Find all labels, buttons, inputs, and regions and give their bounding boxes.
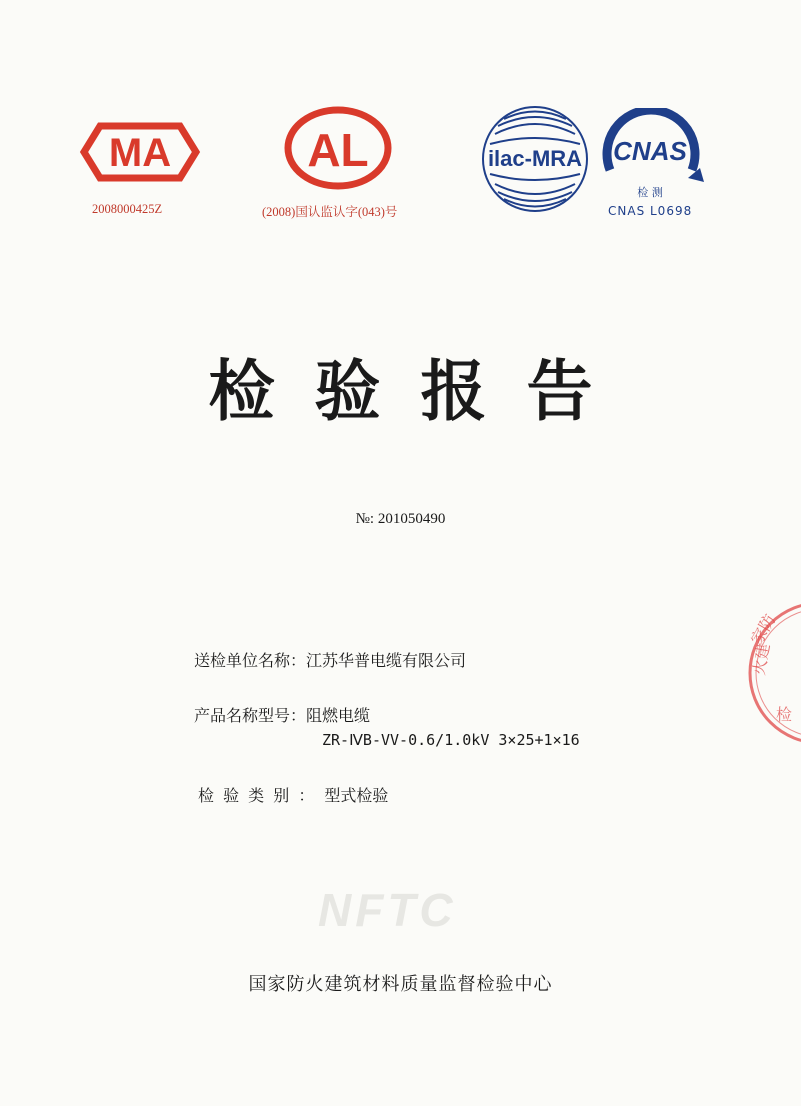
client-label: 送检单位名称： [194, 651, 307, 670]
cma-caption: 2008000425Z [92, 202, 163, 216]
issuer-name: 国家防火建筑材料质量监督检验中心 [248, 974, 553, 995]
svg-text:火建: 火建 [749, 641, 774, 677]
product-label: 产品名称型号： [194, 706, 307, 725]
test-type-field [198, 783, 388, 806]
ilac-mark-text: ilac-MRA [487, 146, 583, 171]
cal-logo [283, 106, 393, 190]
product-model: ZR-ⅣB-VV-0.6/1.0kV 3×25+1×16 [322, 731, 580, 749]
report-number-value: 201050490 [377, 511, 446, 527]
client-field [194, 648, 466, 671]
test-type-label: 检 验 类 别 ： [198, 786, 317, 805]
cnas-caption: CNAS L0698 [608, 204, 693, 218]
report-number-label: №: [355, 511, 375, 527]
cnas-mark-text: CNAS [613, 136, 687, 166]
svg-text:检: 检 [776, 705, 793, 724]
client-value: 江苏华普电缆有限公司 [306, 651, 467, 670]
test-type-value: 型式检验 [324, 786, 389, 805]
cal-caption: (2008)国认监认字(043)号 [262, 205, 398, 219]
cnas-sub-text: 检 测 [637, 186, 663, 199]
page-title: 检验报告 [208, 353, 633, 430]
nftc-watermark: NFTC [318, 884, 457, 936]
cma-logo [78, 120, 202, 184]
product-field [194, 703, 370, 726]
cma-mark-text: MA [108, 131, 172, 175]
product-value: 阻燃电缆 [306, 706, 371, 725]
svg-text:家防: 家防 [747, 610, 780, 648]
ilac-mra-logo [480, 104, 590, 214]
report-number [0, 511, 801, 528]
cnas-logo [592, 108, 712, 200]
cal-mark-text: AL [307, 124, 369, 176]
official-stamp [742, 598, 801, 752]
